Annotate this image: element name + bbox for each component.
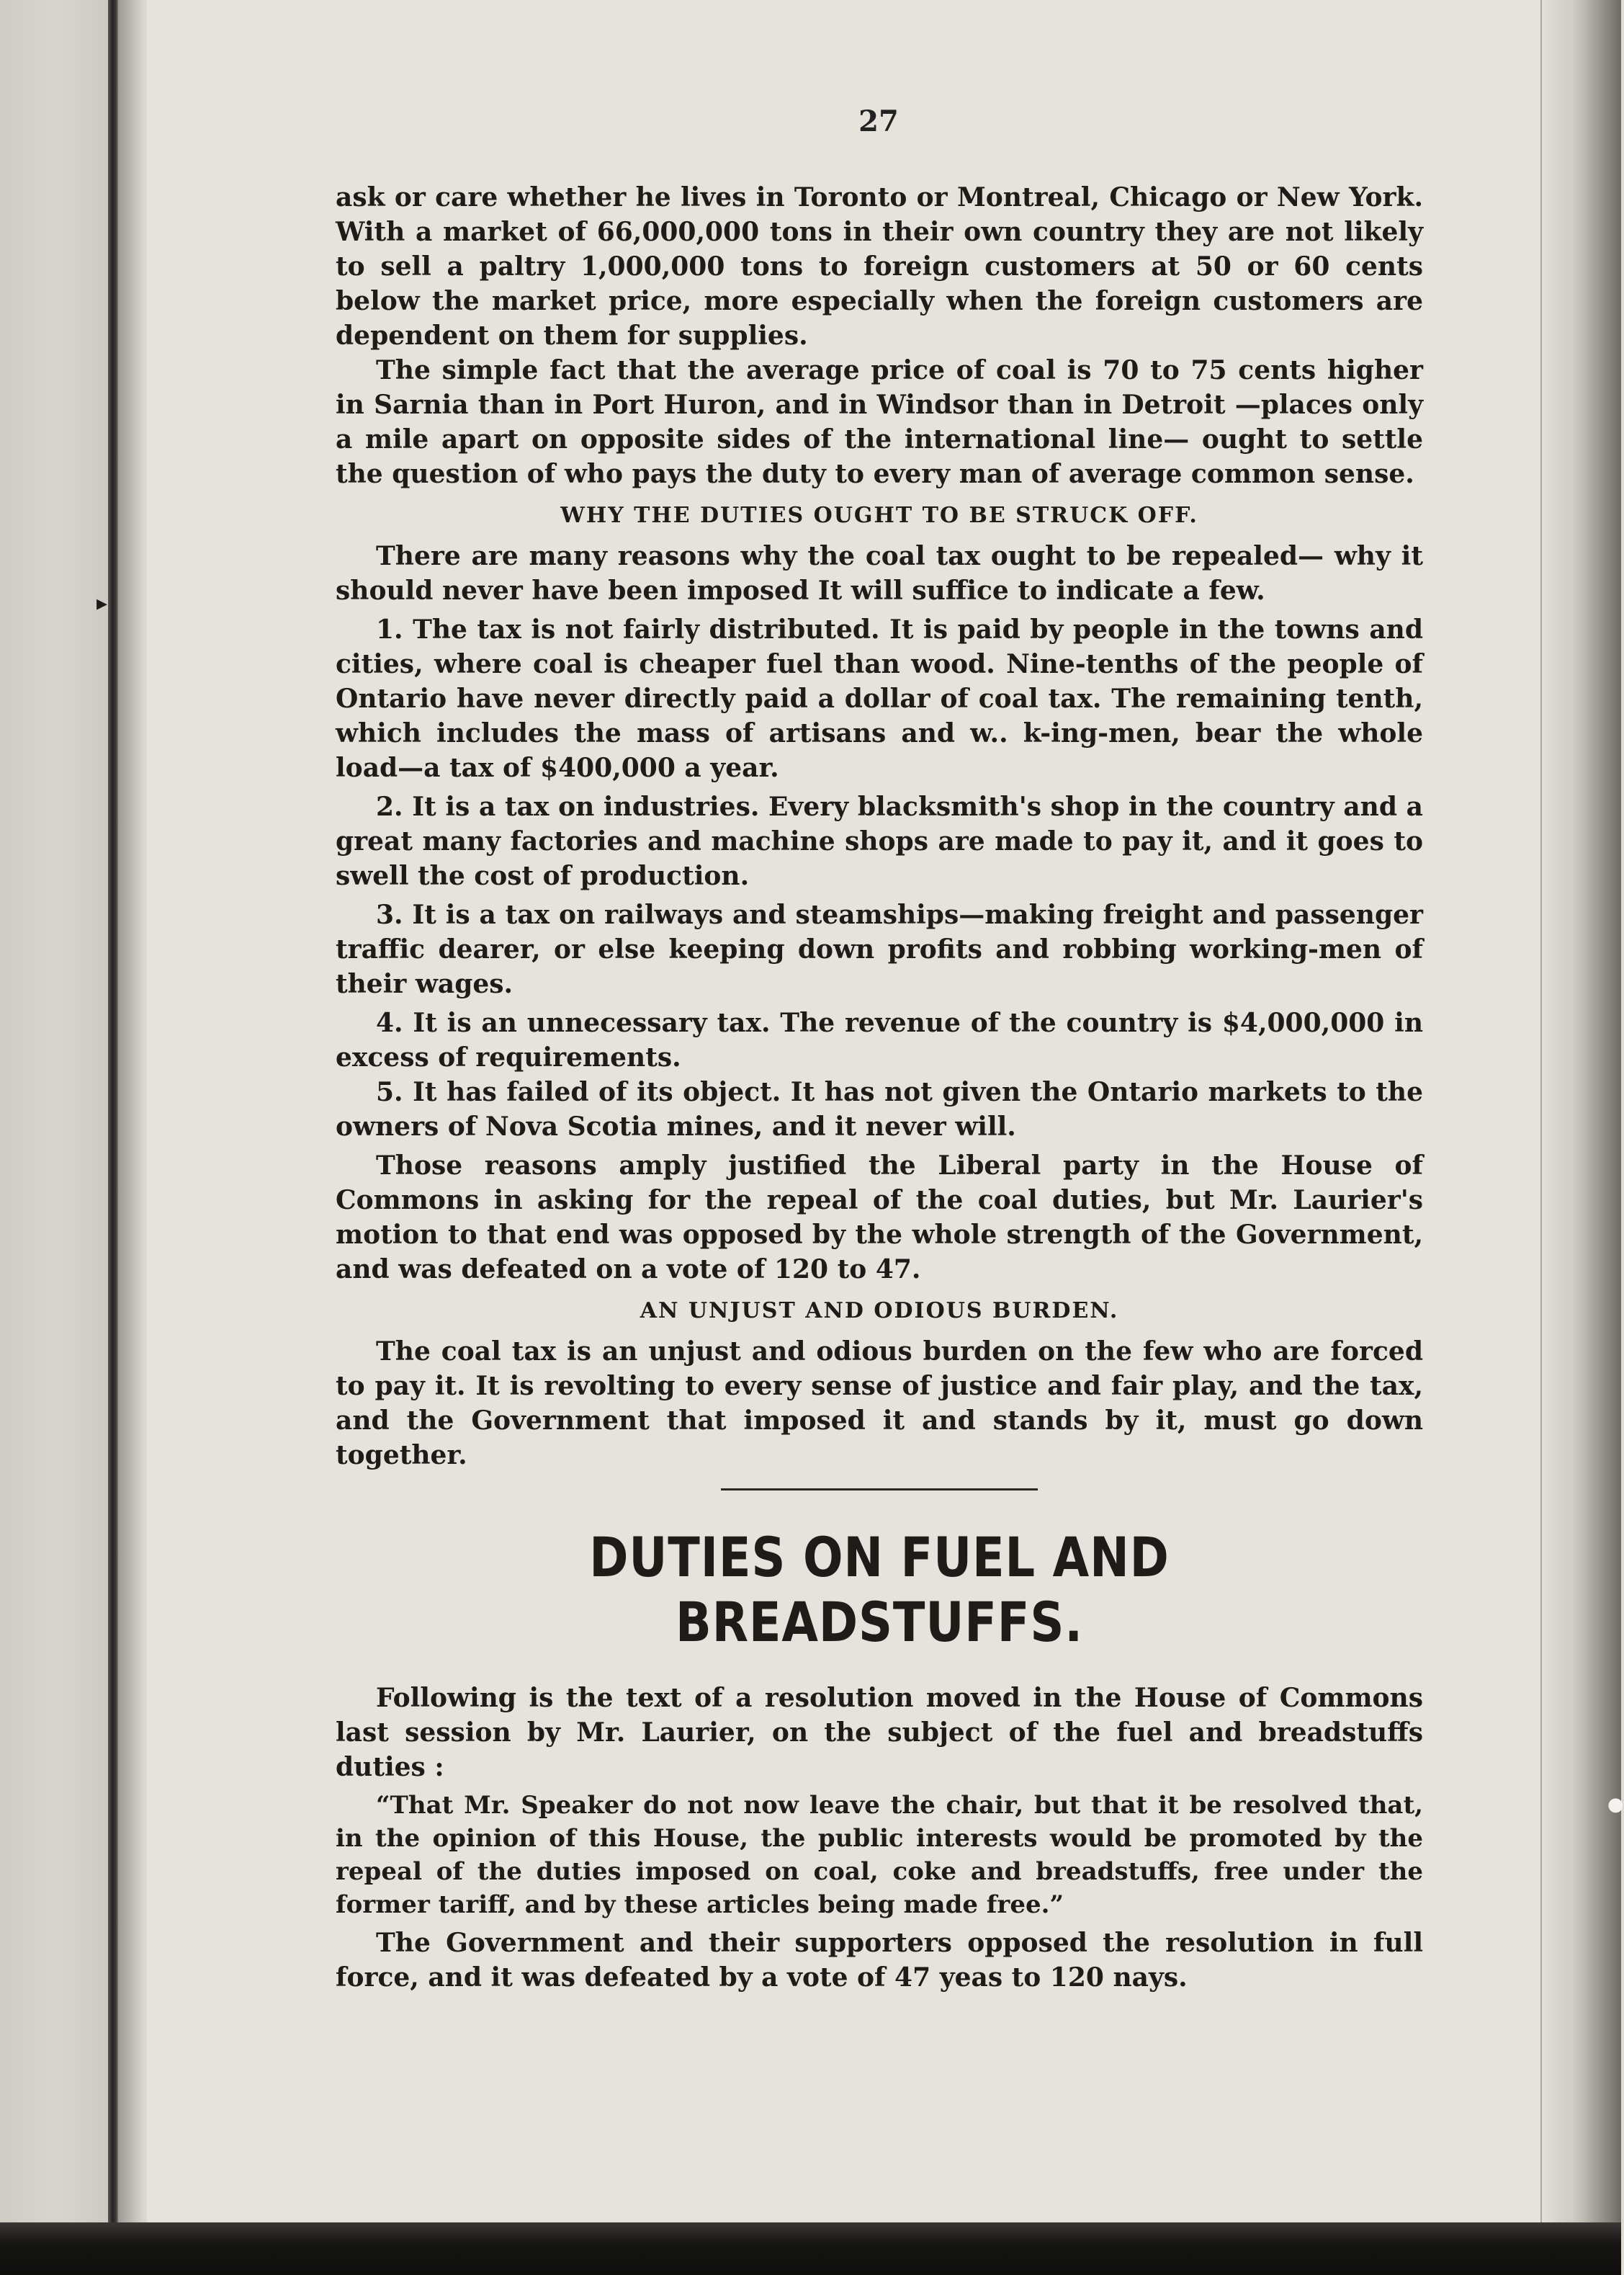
- scanner-edge-right: [1571, 0, 1621, 2222]
- list-item: 2. It is a tax on industries. Every blacksmith's shop in the country and a great many factories and machine shops are made to pay it, and it goes to swell the cost of production.: [336, 792, 1423, 891]
- divider: [721, 1488, 1038, 1490]
- paragraph: Following is the text of a resolution moved in the House of Commons last session by Mr. Laurier, on the subject of the fuel and breadstuffs duties :: [336, 1683, 1423, 1782]
- binding-line: [108, 0, 118, 2222]
- paragraph: The Government and their supporters opposed the resolution in full force, and it was defeated by a vote of 47 yeas to 120 nays.: [336, 1928, 1423, 1993]
- section-heading: WHY THE DUTIES OUGHT TO BE STRUCK OFF.: [560, 503, 1198, 528]
- list-item: 4. It is an unnecessary tax. The revenue of the country is $4,000,000 in excess of requirements.: [336, 1008, 1423, 1073]
- paragraph: ask or care whether he lives in Toronto or Montreal, Chicago or New York. With a market of 66,000,000 tons in their own country they are not likely to sell a paltry 1,000,000 tons to foreign customers at 50 or 60 cents below the market price, more especially when the foreign customers are dependent on them for supplies.: [336, 182, 1423, 351]
- list-item: 3. It is a tax on railways and steamships—making freight and passenger traffic dearer, or else keeping down profits and robbing working-men of their wages.: [336, 900, 1423, 999]
- paragraph: The simple fact that the average price of coal is 70 to 75 cents higher in Sarnia than in Port Huron, and in Windsor than in Detroit —places only a mile apart on opposite sides of the international line— ought to settle the question of who pays the duty to every man of average common sense.: [336, 355, 1423, 489]
- page-number: 27: [858, 104, 899, 138]
- section-heading: AN UNJUST AND ODIOUS BURDEN.: [640, 1298, 1119, 1323]
- margin-mark-right: ●: [1607, 1794, 1624, 1815]
- list-item: 1. The tax is not fairly distributed. It is paid by people in the towns and cities, where coal is cheaper fuel than wood. Nine-tenths of the people of Ontario have never directly paid a dollar of coal tax. The remaining tenth, which includes the mass of artisans and w.. k-ing-men, bear the whole load—a tax of $400,000 a year.: [336, 614, 1423, 783]
- binding-shadow: [118, 0, 147, 2222]
- page-edge: [1540, 0, 1571, 2222]
- scanner-edge-bottom: [0, 2222, 1621, 2275]
- page-title: DUTIES ON FUEL AND BREADSTUFFS.: [589, 1525, 1170, 1654]
- margin-mark: ▸: [97, 591, 108, 616]
- list-item: 5. It has failed of its object. It has not given the Ontario markets to the owners of Nova Scotia mines, and it never will.: [336, 1077, 1423, 1142]
- paragraph: The coal tax is an unjust and odious burden on the few who are forced to pay it. It is revolting to every sense of justice and fair play, and the tax, and the Government that imposed it and stands by it, must go down together.: [336, 1336, 1423, 1470]
- paragraph: Those reasons amply justified the Liberal party in the House of Commons in asking for the repeal of the coal duties, but Mr. Laurier's motion to that end was opposed by the whole strength of the Government, and was defeated on a vote of 120 to 47.: [336, 1150, 1423, 1284]
- page-text: [336, 180, 1423, 1995]
- paragraph: There are many reasons why the coal tax ought to be repealed— why it should never have been imposed It will suffice to indicate a few.: [336, 541, 1423, 606]
- resolution-quote: “That Mr. Speaker do not now leave the chair, but that it be resolved that, in the opinion of this House, the public interests would be promoted by the repeal of the duties imposed on coal, coke and breadstuffs, free under the former tariff, and by these articles being made free.”: [336, 1791, 1423, 1919]
